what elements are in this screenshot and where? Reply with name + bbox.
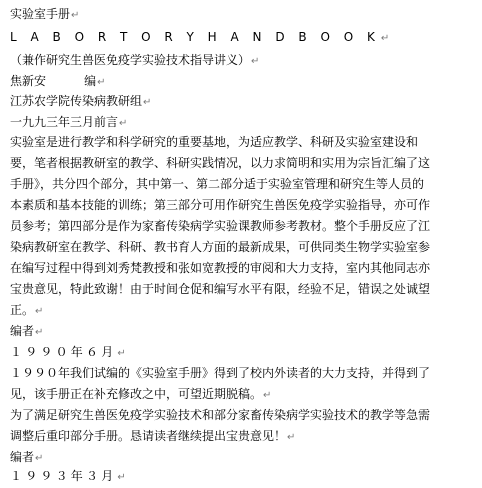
paragraph-line: 本素质和基本技能的训练；第三部分可用作研究生兽医免疫学实验指导，亦可作 [10,198,431,212]
subtitle: （兼作研究生兽医免疫学实验技术指导讲义）↵ [10,51,259,69]
paragraph-mark-icon: ↵ [143,97,152,108]
english-title: L A B O R T O R Y H A N D B O O K↵ [10,28,394,46]
date-line: １９９０年６月↵ [10,343,129,361]
paragraph-line: 在编写过程中得到刘秀梵教授和张如宽教授的审阅和大力支持，室内其他同志亦 [10,261,431,275]
preface-heading: 一九九三年三月前言↵ [10,113,127,131]
paragraph-line: 染病教研室在教学、科研、教书育人方面的最新成果，可供同类生物学实验室参 [10,240,431,254]
document-title: 实验室手册↵ [10,5,79,23]
paragraph-line: 要，笔者根据教研室的教学、科研实践情况，以力求简明和实用为宗旨汇编了这 [10,156,431,170]
paragraph-line: １９９０年我们试编的《实验室手册》得到了校内外读者的大力支持，并得到了 [10,366,431,380]
paragraph-mark-icon: ↵ [119,118,128,129]
paragraph-line: 见，该手册正在补充修改之中，可望近期脱稿。↵ [10,385,271,403]
paragraph-mark-icon: ↵ [71,10,80,21]
paragraph-mark-icon: ↵ [117,348,129,359]
paragraph-mark-icon: ↵ [97,77,106,88]
paragraph-mark-icon: ↵ [35,453,44,464]
paragraph-mark-icon: ↵ [380,33,395,44]
date-line: １９９３年３月↵ [10,467,129,485]
paragraph-line: 手册》，共分四个部分，其中第一、第二部分适于实验室管理和研究生等人员的 [10,177,425,191]
paragraph-mark-icon: ↵ [35,327,44,338]
paragraph-line: 为了满足研究生兽医免疫学实验技术和部分家畜传染病学实验技术的教学等急需 [10,408,431,422]
signature-editor: 编者↵ [10,322,43,340]
paragraph-mark-icon: ↵ [35,306,44,317]
paragraph-line: 员参考；第四部分是作为家畜传染病学实验课教师参考教材。整个手册反应了江 [10,219,431,233]
editor-line: 焦新安 编↵ [10,72,106,90]
paragraph-line: 正。↵ [10,301,43,319]
paragraph-mark-icon: ↵ [263,390,272,401]
paragraph-mark-icon: ↵ [117,472,129,483]
paragraph-line: 宝贵意见，特此致谢！由于时间仓促和编写水平有限，经验不足，错误之处诚望 [10,282,431,296]
paragraph-line: 调整后重印部分手册。恳请读者继续提出宝贵意见！↵ [10,427,295,445]
paragraph-mark-icon: ↵ [251,56,260,67]
affiliation-line: 江苏农学院传染病教研组↵ [10,92,151,110]
paragraph-mark-icon: ↵ [287,432,296,443]
paragraph-line: 实验室是进行教学和科学研究的重要基地，为适应教学、科研及实验室建设和 [10,135,419,149]
signature-editor: 编者↵ [10,448,43,466]
